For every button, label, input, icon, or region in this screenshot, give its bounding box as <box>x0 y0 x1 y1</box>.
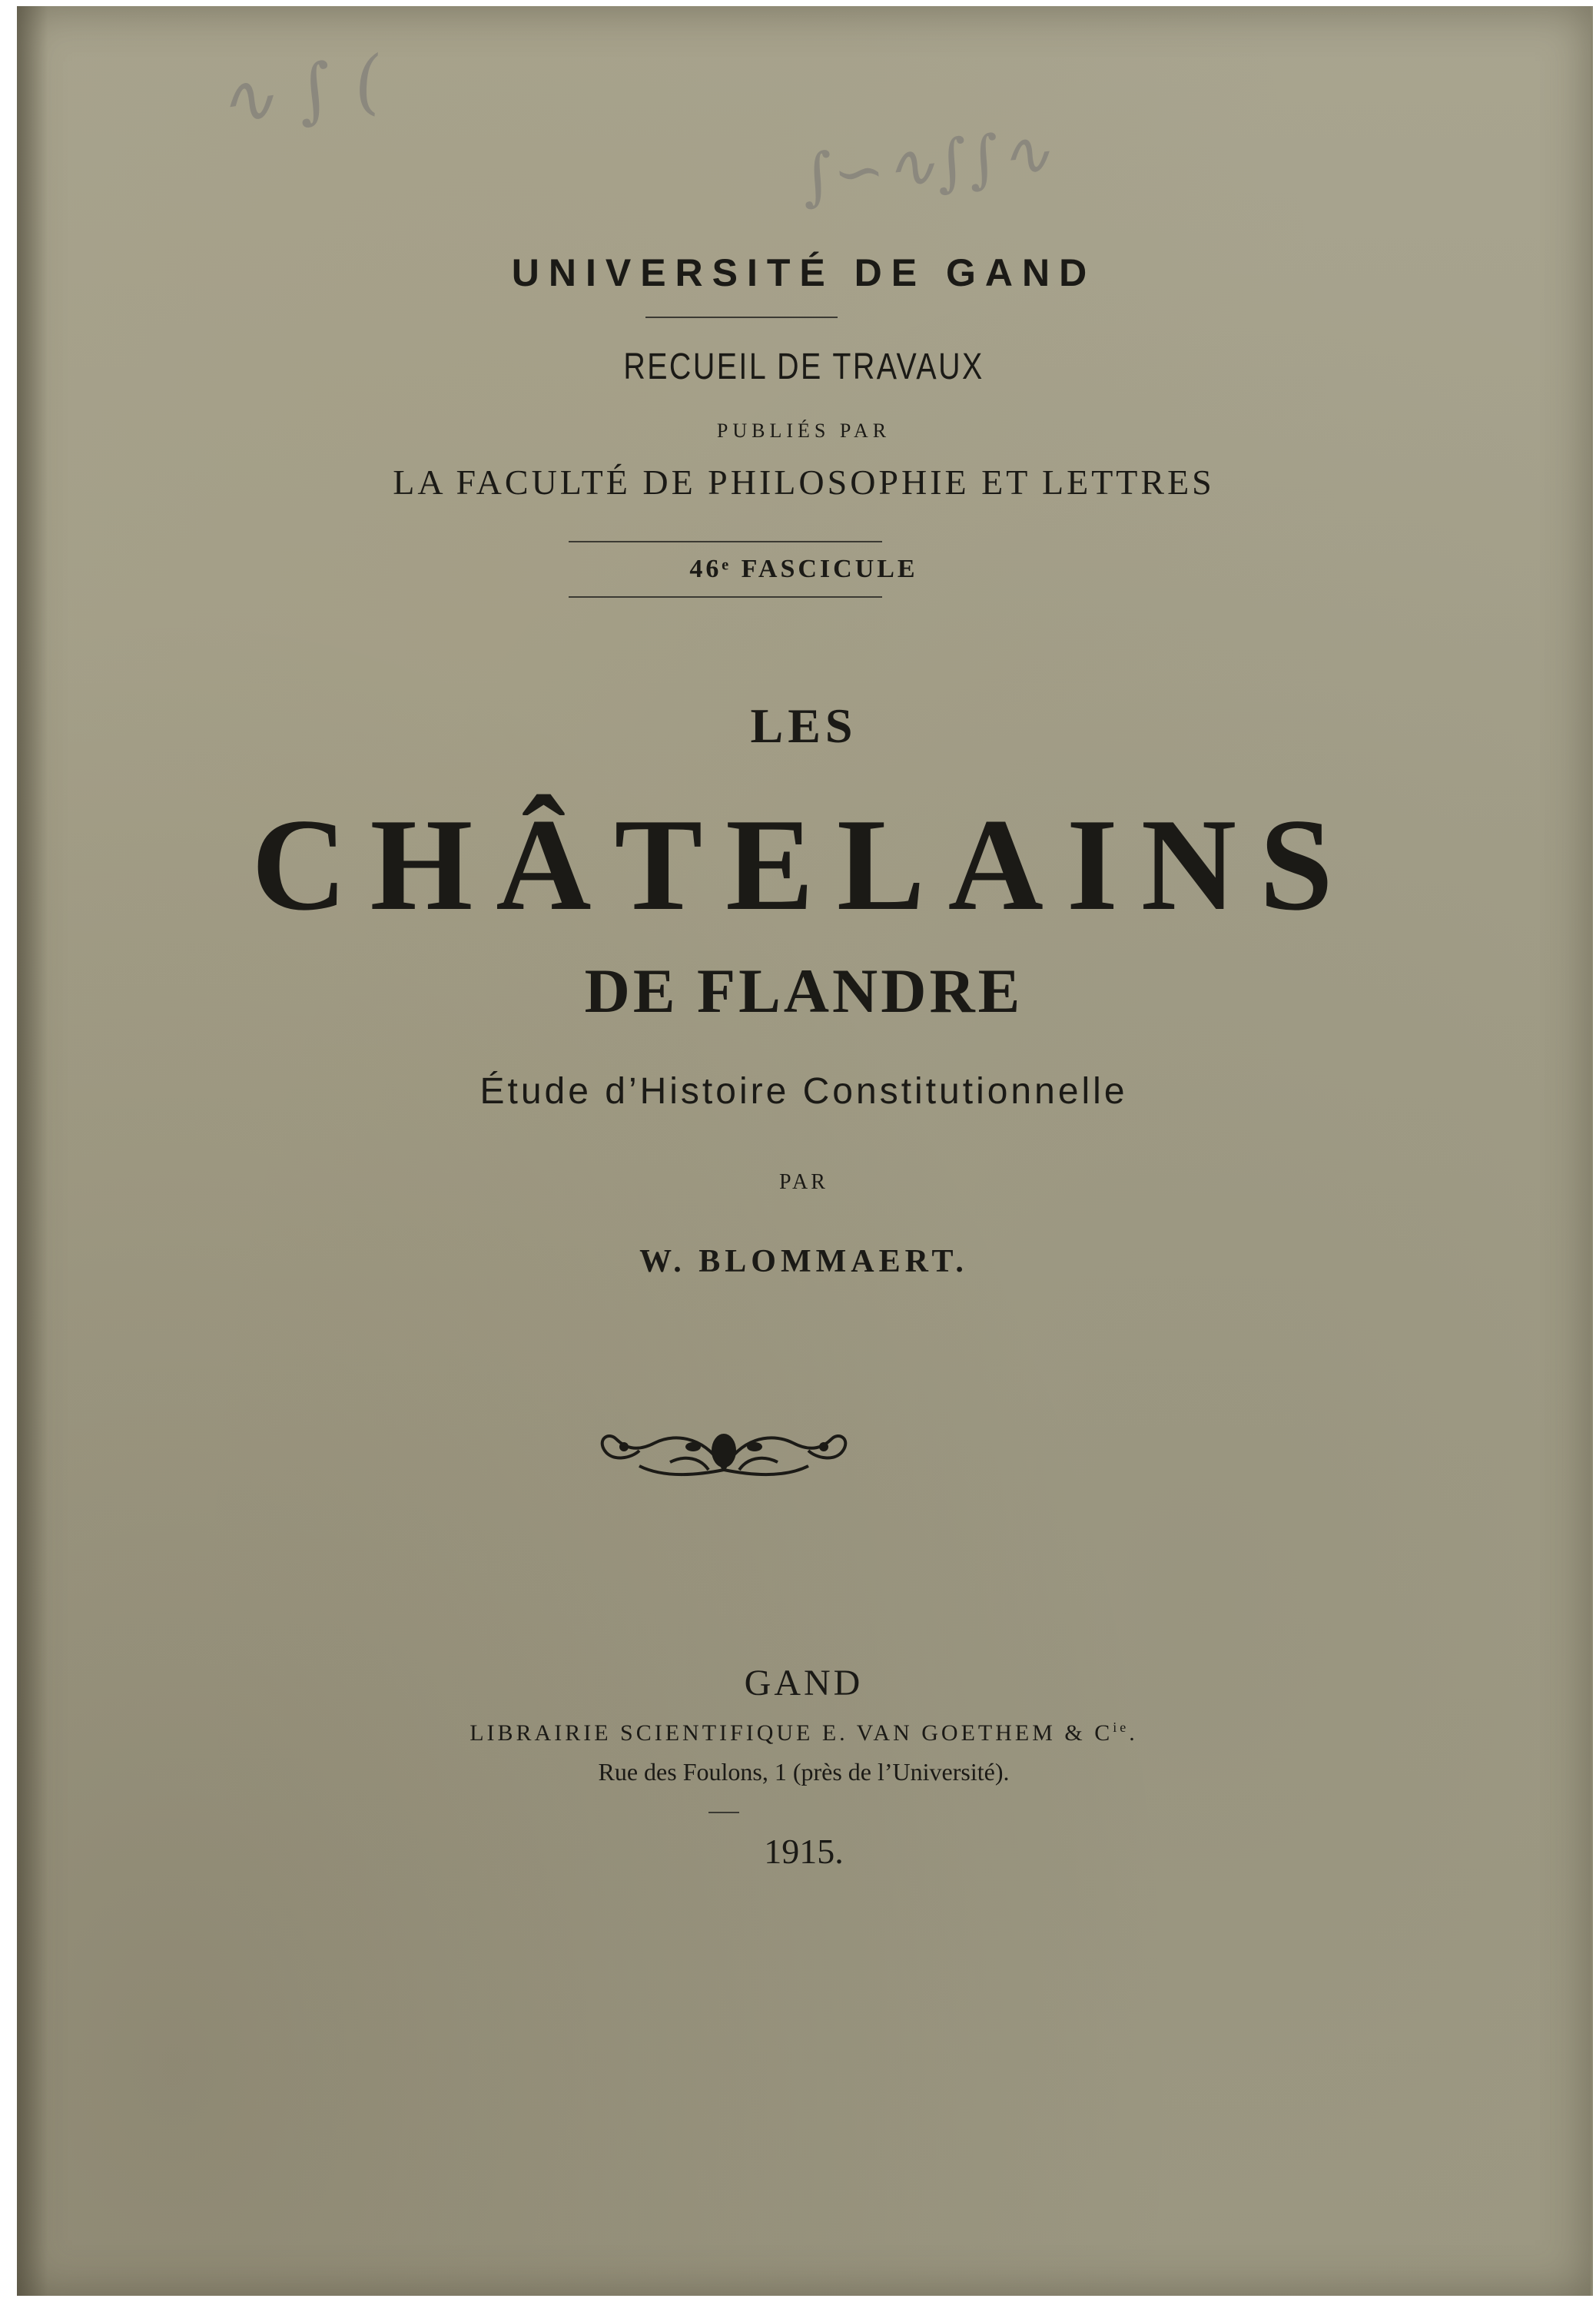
title-line-1: LES <box>750 698 858 753</box>
book-cover <box>17 6 1593 2296</box>
university-name: UNIVERSITÉ DE GAND <box>511 251 1097 294</box>
divider-rule <box>569 596 882 598</box>
publisher-name: LIBRAIRIE SCIENTIFIQUE E. VAN GOETHEM & $C^{ie}$. <box>470 1720 1138 1746</box>
fascicule-number: 46ᵉ FASCICULE <box>689 555 918 583</box>
subtitle: Étude d’Histoire Constitutionnelle <box>479 1071 1128 1112</box>
pencil-marks: ∫∽∿∫∫∿ <box>798 116 1055 214</box>
publication-year: 1915. <box>764 1832 844 1871</box>
title-line-3: DE FLANDRE <box>584 956 1024 1026</box>
author-name: W. BLOMMAERT. <box>639 1244 968 1279</box>
title-main: CHÂTELAINS <box>251 792 1356 938</box>
published-by-label: PUBLIÉS PAR <box>716 420 891 442</box>
pencil-marks: ∿ ∫ ( <box>211 41 387 144</box>
series-title: RECUEIL DE TRAVAUX <box>623 347 984 387</box>
by-label: PAR <box>779 1170 828 1194</box>
divider-rule <box>645 317 838 318</box>
ornament-icon <box>593 1416 854 1485</box>
publisher-superscript: ie <box>1113 1720 1130 1735</box>
spine-edge <box>17 6 48 2296</box>
faculty-name: LA FACULTÉ DE PHILOSOPHIE ET LETTRES <box>393 463 1215 502</box>
imprint-city: GAND <box>744 1663 864 1703</box>
publisher-address: Rue des Foulons, 1 (près de l’Université). <box>598 1758 1010 1786</box>
divider-rule <box>708 1812 739 1813</box>
divider-rule <box>569 541 882 542</box>
